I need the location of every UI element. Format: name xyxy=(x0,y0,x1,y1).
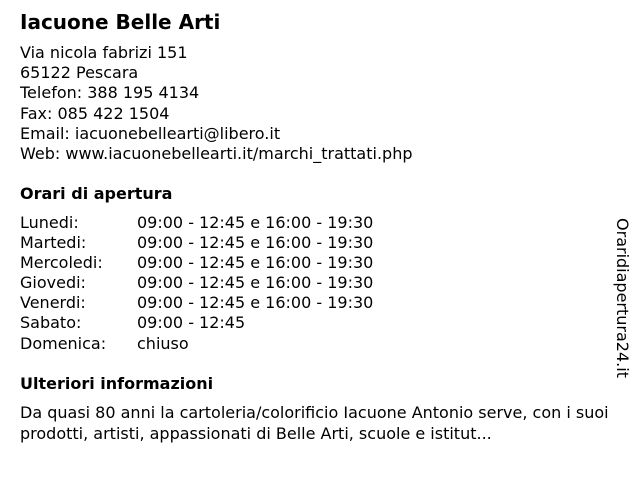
fax-number: Fax: 085 422 1504 xyxy=(20,103,170,123)
hours-day: Mercoledi: xyxy=(20,253,103,273)
hours-time: chiuso xyxy=(137,333,189,353)
hours-time: 09:00 - 12:45 e 16:00 - 19:30 xyxy=(137,273,374,293)
business-name: Iacuone Belle Arti xyxy=(20,10,221,34)
brand-watermark: Oraridiapertura24.it xyxy=(613,218,632,378)
city: 65122 Pescara xyxy=(20,63,139,83)
phone-number[interactable]: Telefon: 388 195 4134 xyxy=(20,83,200,103)
email-address[interactable]: Email: iacuonebellearti@libero.it xyxy=(20,123,281,143)
hours-day: Martedi: xyxy=(20,233,87,253)
address-block xyxy=(20,43,413,164)
hours-day: Venerdi: xyxy=(20,293,86,313)
opening-hours-heading: Orari di apertura xyxy=(20,184,173,203)
hours-time: 09:00 - 12:45 e 16:00 - 19:30 xyxy=(137,213,374,232)
hours-day: Lunedi: xyxy=(20,213,79,232)
website-url[interactable]: Web: www.iacuonebellearti.it/marchi_trattati.php xyxy=(20,144,413,164)
hours-time: 09:00 - 12:45 xyxy=(137,313,246,333)
hours-day: Sabato: xyxy=(20,313,82,333)
additional-info-text: Da quasi 80 anni la cartoleria/colorificio Iacuone Antonio serve, con i suoi prodotti, artisti, appassionati di Belle Arti, scuole e istitut... xyxy=(20,403,609,443)
hours-time: 09:00 - 12:45 e 16:00 - 19:30 xyxy=(137,233,374,253)
additional-info-heading: Ulteriori informazioni xyxy=(20,374,214,393)
street-address: Via nicola fabrizi 151 xyxy=(20,43,188,62)
hours-day: Giovedi: xyxy=(20,273,86,293)
hours-time: 09:00 - 12:45 e 16:00 - 19:30 xyxy=(137,253,374,273)
hours-time: 09:00 - 12:45 e 16:00 - 19:30 xyxy=(137,293,374,313)
hours-day: Domenica: xyxy=(20,333,107,353)
